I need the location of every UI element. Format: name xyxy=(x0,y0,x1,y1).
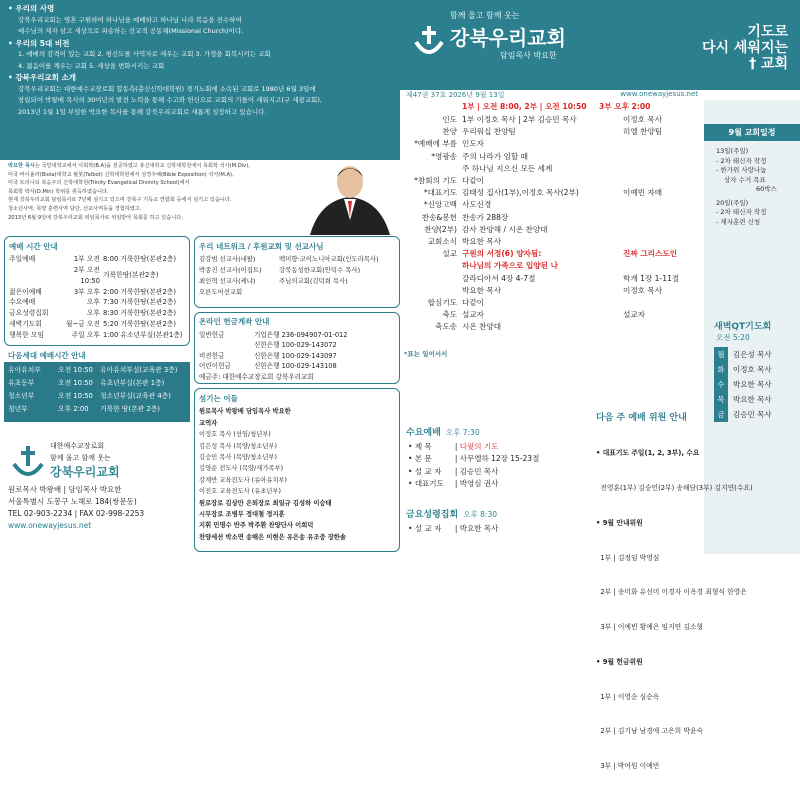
list-item: • 설 교 자 | 김승민 목사 xyxy=(408,466,499,476)
table-row: *대표기도 김태성 집사(1부),이정호 목사(2부) 이예빈 자매 xyxy=(423,188,663,198)
intro-line: 2013년 1월 1일 부임한 박요한 목사를 통해 강북우리교회로 새롭게 성장하고 있습니다. xyxy=(18,107,267,116)
table-row: 새벽기도회 월~금 오전 5:20 거룩한땅(본관2층) xyxy=(9,320,177,329)
next-week-volunteers xyxy=(592,410,800,771)
staff-box xyxy=(194,388,400,552)
vision-heading: • 우리의 5대 비전 xyxy=(8,38,70,48)
table-row: 인도 1부 이정호 목사 | 2부 김승민 목사 이정호 목사 xyxy=(442,115,663,124)
account-holder: 예금주: 대한예수교장로회 강북우리교회 xyxy=(199,372,314,381)
school-title: 다음세대 예배시간 안내 xyxy=(8,351,86,360)
footer-church: 강북우리교회 xyxy=(50,465,120,479)
banner-pastor: 담임목사 박요한 xyxy=(500,51,557,60)
list-item: • 설 교 자 | 박요한 목사 xyxy=(408,524,499,534)
footer-slogan: 함께 울고 함께 웃는 xyxy=(50,454,111,462)
table-row: 금요성령집회 오후 8:30 거룩한땅(본관2층) xyxy=(9,309,177,318)
intro-heading: • 강북우리교회 소개 xyxy=(8,73,76,82)
table-row: 유아유치부 오전 10:50 유아유치부실(교육관 3층) xyxy=(8,366,178,374)
event-date: 13일(주일) xyxy=(716,147,749,155)
school-times-box xyxy=(4,362,190,422)
event-item: - 한가위 사랑나눔 xyxy=(716,166,767,174)
events-list xyxy=(704,141,800,227)
church-contact xyxy=(8,440,194,552)
staff-line: 이진호 교육전도사 (유초년부) xyxy=(199,488,281,496)
list-item: 비전헌금 신한은행 100-029-143097 xyxy=(199,351,337,360)
dawn-prayer-title: 새벽QT기도회 xyxy=(714,322,772,332)
table-row: 축도송 시온 찬양대 xyxy=(434,322,502,332)
service-times-12: 1부 | 오전 8:00, 2부 | 오전 10:50 xyxy=(462,102,587,111)
list-item: 1부 | 김정임 박영심 xyxy=(596,553,660,562)
footer-org: 대한예수교장로회 xyxy=(50,442,105,450)
table-row: 교회소식 박요한 목사 xyxy=(427,237,502,247)
list-item: 2부 | 송미화 유선미 이경자 이옥경 최형식 한영은 xyxy=(596,588,747,597)
list-item: 3부 | 박여원 이예빈 xyxy=(596,762,660,771)
banner-motto-2: 다시 세워지는 xyxy=(701,40,788,56)
list-item: 최인혁 선교사(케냐) 주님의교회(김덕희 목사) xyxy=(199,277,348,285)
table-row: *신앙고백 사도신경 xyxy=(423,200,492,210)
bio-line: 청소년사역, 목양 훈련사역 담당, 선교사역등을 경험하였고, xyxy=(8,205,142,212)
fri-time: 오후 8:30 xyxy=(463,510,497,520)
table-row: 축도 설교자 설교자 xyxy=(442,310,646,320)
service-time-3: 3부 오후 2:00 xyxy=(599,102,651,111)
staff-line: 김은성 목사 (목양/청소년부) xyxy=(199,442,277,450)
staff-line: 찬양세션 박소연 송해은 이현은 유은송 유조중 장한솔 xyxy=(199,533,346,541)
table-row: 찬양(2부) 감사 찬양해 / 시온 찬양대 xyxy=(424,224,548,234)
table-row: 청년부 오후 2:00 거룩한 땅(본관 2층) xyxy=(8,405,160,413)
table-row: *참회의 기도 다같이 xyxy=(414,176,485,186)
staff-title: 섬기는 이들 xyxy=(199,394,238,403)
network-box xyxy=(194,236,400,308)
order-of-worship xyxy=(400,100,703,360)
table-row: *예배에 부름 인도자 xyxy=(414,139,485,149)
table-row: 젊은이예배 3부 오후 2:00 거룩한땅(본관2층) xyxy=(9,287,177,296)
website-link[interactable]: www.onewayjesus.net xyxy=(620,90,698,98)
list-item: 전영훈(1부) 김승민(2부) 송해담(3부) 김지연(수요) xyxy=(596,483,753,492)
event-item: - 제자훈련 신청 xyxy=(716,217,761,226)
list-item: • 제 목 | 다윗의 기도 xyxy=(408,442,499,451)
sermon-row: 하나님의 가족으로 입양된 나 xyxy=(462,261,558,271)
list-item: 목 박요한 목사 xyxy=(714,392,796,407)
network-title: 우리 네트워크 / 후원교회 및 선교사님 xyxy=(199,242,324,251)
list-item: 월 김은성 목사 xyxy=(714,347,796,362)
event-date: 20일(주일) xyxy=(716,198,749,207)
banner-slogan: 함께 울고 함께 웃는 xyxy=(450,11,520,20)
events-title: 9월 교회일정 xyxy=(704,124,800,141)
list-item: • 본 문 | 사무엘하 12장 15-23절 xyxy=(408,454,540,464)
table-row: 청소년부 오전 10:50 청소년부실(교육관 4층) xyxy=(8,392,171,400)
staff-head: 원로목사 박왕배 담임목사 박요한 xyxy=(199,408,291,416)
intro-line: 강북우리교회는 대한예수교장로회 합동측(총신신학대학원) 경기노회에 소속된 교회로 1980년 6월 3일에 xyxy=(18,84,316,93)
mission-heading: • 우리의 사명 xyxy=(8,4,55,13)
pastor-photo xyxy=(300,155,400,235)
staff-line: 교역자 xyxy=(199,419,218,427)
event-item: 60박스 xyxy=(756,185,777,193)
bio-line: 현재 강북우리교회 담임목사로 7년째 섬기고 있으며 강북구 기독교 연합회 등에서 섬기고 있습니다. xyxy=(8,197,232,204)
list-item: • 대표기도 주일(1, 2, 3부), 수요 xyxy=(596,449,700,458)
sermon-row: 설교 구원의 서정(6) 양자됨: 진짜 그리스도인 xyxy=(442,249,677,259)
list-item: 일반헌금 기업은행 236-094907-01-012 xyxy=(199,330,348,339)
banner-church-name: 강북우리교회 xyxy=(450,26,566,50)
issue-label: 제47권 37호 2026년 9월 13일 xyxy=(406,91,505,99)
table-row: 찬양 우리워십 찬양팀 히엘 찬양팀 xyxy=(442,127,663,137)
offering-account-box xyxy=(194,312,400,384)
list-item: 어린이헌금 신한은행 100-029-143108 xyxy=(199,362,337,370)
staff-line: 김승민 목사 (목양/청소년부) xyxy=(199,454,277,462)
event-item: - 2차 태신자 작정 xyxy=(716,208,767,216)
bio-line: 미국 바이올라(Biola)대학교 탈봇(Talbot) 신학대학원에서 성경주해(Bible Exposition) 석사(M.A), xyxy=(8,171,234,178)
list-item: 김강범 선교사(네팔) 백미향·코이노니아교회(인도라목사) xyxy=(199,255,379,263)
church-intro xyxy=(0,0,400,160)
bio-line: 2013년 6월 9일에 강북우리교회 위임목사로 위임받아 목회를 하고 있습니다. xyxy=(8,214,183,221)
list-item: 화 이정호 목사 xyxy=(714,362,796,377)
list-item: 박종진 선교사(이집트) 강북동성한교회(안덕수 목사) xyxy=(199,266,361,274)
standing-note: *표는 일어서서 xyxy=(404,349,448,358)
bio-line: 미국 트리니티 복음주의 신학대학원(Trinity Evangelical Divinity School)에서 xyxy=(8,180,190,187)
list-item: 신한은행 100-029-143072 xyxy=(254,341,337,349)
table-row: 주 하나님 지으신 모든 세계 xyxy=(462,163,553,173)
list-item: 금 김승민 목사 xyxy=(714,407,796,422)
table-row: *영광송 주의 나라가 임할 때 xyxy=(431,151,528,161)
staff-line: 원로장로 김상만 은퇴장로 최일규 김성하 이승태 xyxy=(199,499,332,507)
table-row: 유초등부 오전 10:50 유초년부실(본관 1층) xyxy=(8,379,165,387)
fri-title: 금요성령집회 xyxy=(406,510,459,521)
staff-line: 강계반 교육전도사 (유아유치부) xyxy=(199,476,287,484)
footer-website[interactable]: www.onewayjesus.net xyxy=(8,521,92,530)
banner-motto-1: 기도로 xyxy=(747,24,788,40)
wed-title: 수요예배 xyxy=(406,428,441,438)
table-row: 합심기도 다같이 xyxy=(427,298,485,308)
list-item: 1부 | 이영순 심순옥 xyxy=(596,692,660,701)
worship-times-box xyxy=(4,236,190,346)
footer-phone: TEL 02-903-2234 | FAX 02-998-2253 xyxy=(8,509,145,518)
scripture-row: 갈라디아서 4장 4-7절 학개 1장 1-11절 xyxy=(462,273,680,283)
mission-line: 강북우리교회는 영혼 구원하여 하나님을 예배하고 하나님 나라 복음을 전수하여 xyxy=(18,15,242,24)
next-week-title: 다음 주 예배 위원 안내 xyxy=(596,413,687,423)
preacher-row: 박요한 목사 이정호 목사 xyxy=(462,285,663,295)
list-item: 수 박요한 목사 xyxy=(714,377,796,392)
bio-line: 목회학 박사(D.Min) 학위를 취득하였습니다. xyxy=(8,188,109,195)
table-row: 행복한 모임 주일 오후 1:00 유소년부실(본관1층) xyxy=(9,330,183,339)
vision-line: 1. 예배의 감격이 있는 교회 2. 평신도를 사역자로 세우는 교회 3. 가정을 회복시키는 교회 xyxy=(18,50,271,58)
banner-motto-3: † 교회 xyxy=(749,56,788,72)
account-title: 온라인 헌금계좌 안내 xyxy=(199,317,270,326)
footer-address: 서울특별시 도봉구 노해로 184(쌍문동) xyxy=(8,497,137,506)
bio-line: 박요한 목사는 국민대학교에서 사회학(B.A)을 전공하였고 총신대학교 신학대학원에서 목회학 석사(M.Div), xyxy=(8,163,250,169)
vision-line: 4. 젊음이를 깨우는 교회 5. 세상을 변화시키는 교회 xyxy=(18,61,165,70)
table-row: 주일예배 1부 오전 8:00 거룩한땅(본관2층) xyxy=(9,255,177,264)
staff-line: 이정호 목사 (선임/청년부) xyxy=(199,431,271,439)
intro-line: 창립되어 박왕배 목사의 30여년의 발전 노력을 통해 수고와 헌신으로 교회의 기틀이 세워지고(구 세광교회), xyxy=(18,96,322,104)
list-item: • 대표기도 | 박영심 권사 xyxy=(408,478,499,488)
mission-line: 예수님의 제자 삼고 세상으로 파송하는 선교적 공동체(Missional Church)이다. xyxy=(18,27,244,35)
event-item: 상자 수거 목표 xyxy=(724,175,766,184)
event-item: - 2차 태신자 작정 xyxy=(716,156,767,165)
worship-title: 예배 시간 안내 xyxy=(9,242,58,251)
midweek-services xyxy=(400,420,592,554)
staff-line: 지휘 민명수 반주 박주환 찬양단사 이희덕 xyxy=(199,522,314,530)
church-logo-icon xyxy=(412,22,446,56)
list-item: • 9월 안내위원 xyxy=(596,518,643,527)
list-item: 3부 | 이예빈 황예은 임지연 김소형 xyxy=(596,623,704,632)
list-item: 2부 | 김기남 남경애 고은희 박윤숙 xyxy=(596,727,704,736)
wed-time: 오후 7:30 xyxy=(445,428,480,437)
church-banner xyxy=(400,0,800,90)
staff-line: 시무장로 조병무 정대철 정지훈 xyxy=(199,511,285,519)
footer-line: 원로목사 박왕배 | 담임목사 박요한 xyxy=(8,485,122,494)
church-logo-icon xyxy=(12,444,44,480)
dawn-prayer-time: 오전 5:20 xyxy=(716,333,750,342)
list-item: 오른도어선교회 xyxy=(199,288,243,296)
table-row: 찬송&봉헌 찬송가 288장 xyxy=(421,212,509,222)
staff-line: 김영순 전도사 (목양/새가족부) xyxy=(199,465,284,473)
table-row: 2부 오전10:50 거룩한땅(본관2층) xyxy=(73,266,159,285)
table-row: 수요예배 오후 7:30 거룩한땅(본관2층) xyxy=(9,298,177,307)
list-item: • 9월 헌금위원 xyxy=(596,657,643,666)
